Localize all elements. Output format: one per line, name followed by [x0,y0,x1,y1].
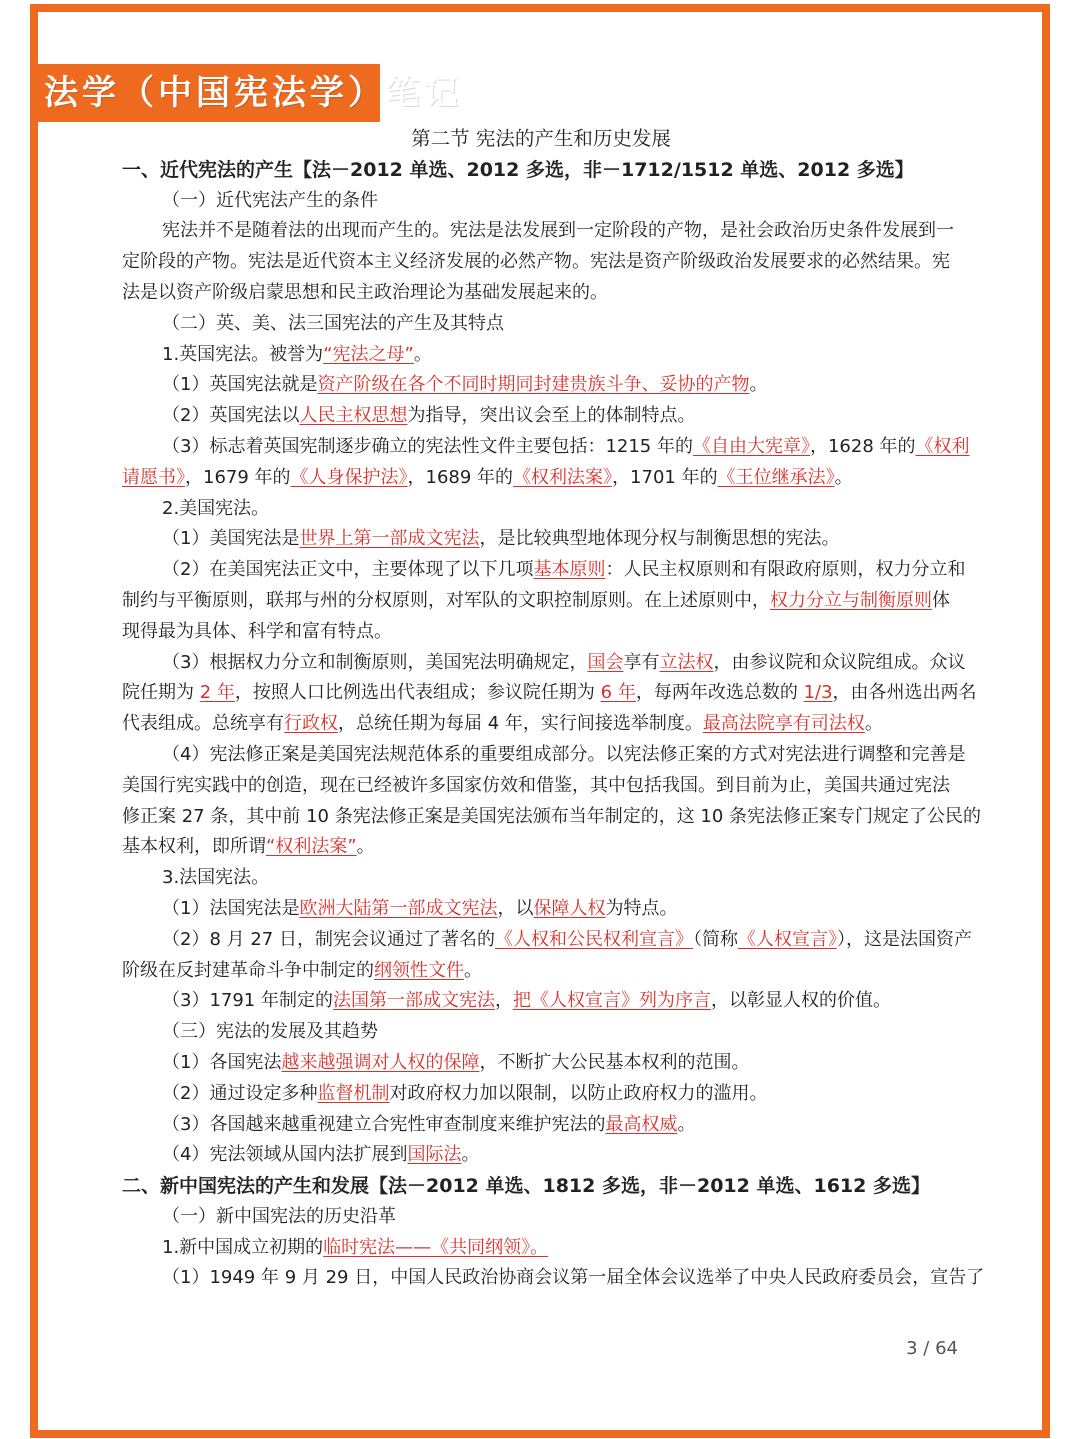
text-line [122,1263,985,1294]
highlight-text: 《王位继承法》 [717,466,835,488]
highlight-text: 欧洲大陆第一部成文宪法 [299,897,498,919]
text-segment: （1）英国宪法就是 [162,374,318,396]
text-line [122,1140,960,1171]
text-segment: 享有 [623,651,660,673]
text-segment: 为特点。 [605,897,678,919]
text-line [122,1048,960,1079]
highlight-text: “权利法案” [266,836,357,858]
highlight-text: 《权利法案》 [513,466,613,488]
text-segment: 。 [464,959,482,981]
text-segment: ， [494,990,513,1012]
text-line [122,524,960,555]
text-segment: （4）宪法领域从国内法扩展到 [162,1144,408,1166]
text-segment: （1）1949 年 9 月 29 日，中国人民政治协商会议第一届全体会议选举了中央人民政府委员会，宣告了 [162,1267,985,1289]
highlight-text: 请愿书》 [122,466,185,488]
text-line [122,771,960,802]
text-segment: 。 [356,836,375,858]
text-line [122,986,960,1017]
text-segment: 二、新中国宪法的产生和发展【法－2012 单选、1812 多选，非－2012 单选、1612 多选】 [122,1175,930,1198]
section-title: 第二节 宪法的产生和历史发展 [411,127,671,150]
highlight-text: 《自由大宪章》 [692,435,810,457]
highlight-text: 6 年 [600,682,636,704]
text-segment: 定阶段的产物。宪法是近代资本主义经济发展的必然产物。宪法是资产阶级政治发展要求的必然结果。宪 [122,251,950,273]
highlight-text: 《权利 [915,435,970,457]
text-segment: 1.新中国成立初期的 [162,1236,324,1258]
text-line [122,925,972,956]
text-segment: 。 [864,713,883,735]
highlight-text: 世界上第一部成文宪法 [299,528,480,550]
text-segment: ，是比较典型地体现分权与制衡思想的宪法。 [479,528,840,550]
banner-title: 法学（中国宪法学）笔记 [38,64,380,122]
text-line [122,1233,960,1264]
highlight-text: 越来越强调对人权的保障 [281,1051,480,1073]
text-segment: 。 [461,1144,480,1166]
text-segment: （1）美国宪法是 [162,528,300,550]
highlight-text: 法国第一部成文宪法 [332,990,495,1012]
text-segment: ，按照人口比例选出代表组成；参议院任期为 [234,682,601,704]
text-segment: 美国行宪实践中的创造，现在已经被许多国家仿效和借鉴，其中包括我国。到目前为止，美国共通过宪法 [122,774,950,796]
text-segment: ，1679 年的 [185,466,291,488]
text-segment: （4）宪法修正案是美国宪法规范体系的重要组成部分。以宪法修正案的方式对宪法进行调整和完善是 [162,743,966,765]
text-segment: 3.法国宪法。 [162,867,270,889]
highlight-text: 最高法院享有司法权 [702,713,865,735]
text-line [122,586,960,617]
text-segment: （3）标志着英国宪制逐步确立的宪法性文件主要包括：1215 年的 [162,435,693,457]
highlight-text: 纲领性文件 [374,959,464,981]
page-number: 3 / 64 [906,1338,958,1359]
section-heading [122,1171,960,1202]
text-segment: 。 [677,1113,696,1135]
text-segment: （简称 [692,928,738,950]
text-segment: 2.美国宪法。 [162,497,270,519]
text-segment: ，每两年改选总数的 [635,682,804,704]
text-segment: ，以 [497,897,534,919]
text-segment: ：人民主权原则和有限政府原则，权力分立和 [605,559,966,581]
text-segment: ，以彰显人权的价值。 [710,990,891,1012]
text-segment: 阶级在反封建革命斗争中制定的 [122,959,374,981]
text-segment: ，由各州选出两名 [832,682,977,704]
text-segment: （1）各国宪法 [162,1051,282,1073]
text-line [122,894,960,925]
text-line [122,494,960,525]
highlight-text: 《人权和公民权利宣言》 [494,928,693,950]
text-segment: （2）通过设定多种 [162,1082,318,1104]
highlight-text: 国际法 [407,1144,462,1166]
text-segment: 。 [749,374,768,396]
text-segment: ，1689 年的 [407,466,514,488]
text-segment: 院任期为 [122,682,200,704]
highlight-text: 资产阶级在各个不同时期同封建贵族斗争、妥协的产物 [317,374,750,396]
text-segment: 代表组成。总统享有 [122,713,284,735]
text-line [122,370,960,401]
text-segment: 现得最为具体、科学和富有特点。 [122,620,392,642]
text-line [122,709,960,740]
text-segment: 基本权利，即所谓 [122,836,266,858]
text-segment: （二）英、美、法三国宪法的产生及其特点 [162,312,504,334]
text-line [122,956,960,987]
text-line [122,648,966,679]
text-line [122,555,966,586]
text-segment: 修正案 27 条，其中前 10 条宪法修正案是美国宪法颁布当年制定的，这 10 条宪法修正案专门规定了公民的 [122,805,982,827]
highlight-text: 把《人权宣言》列为序言 [512,990,711,1012]
highlight-text: 立法权 [659,651,714,673]
text-line [122,247,960,278]
text-segment: （3）1791 年制定的 [162,990,333,1012]
highlight-text: 2 年 [199,682,235,704]
text-segment: 一、近代宪法的产生【法－2012 单选、2012 多选，非－1712/1512 单选、2012 多选】 [122,158,914,181]
highlight-text: 保障人权 [533,897,606,919]
text-segment: （2）8 月 27 日，制宪会议通过了著名的 [162,928,495,950]
text-line [122,678,977,709]
text-line [122,1110,960,1141]
text-segment: 制约与平衡原则，联邦与州的分权原则，对军队的文职控制原则。在上述原则中， [122,589,770,611]
highlight-text: 人民主权思想 [299,405,408,427]
text-segment: ，1701 年的 [612,466,718,488]
text-line [122,216,960,247]
text-line [122,432,970,463]
text-line [122,309,960,340]
text-segment: （3）各国越来越重视建立合宪性审查制度来维护宪法的 [162,1113,606,1135]
text-line [122,863,960,894]
highlight-text: “宪法之母” [323,343,414,365]
text-segment: 宪法并不是随着法的出现而产生的。宪法是法发展到一定阶段的产物，是社会政治历史条件发展到一 [162,220,954,242]
highlight-text: 监督机制 [317,1082,390,1104]
paragraph-lines [122,155,985,1294]
text-segment: 1.英国宪法。被誉为 [162,343,324,365]
text-segment: ，不断扩大公民基本权利的范围。 [479,1051,750,1073]
highlight-text: 临时宪法——《共同纲领》。 [323,1236,549,1258]
text-line [122,186,960,217]
text-segment: （三）宪法的发展及其趋势 [162,1021,378,1043]
text-segment: （1）法国宪法是 [162,897,300,919]
text-segment: ，总统任期为每届 4 年，实行间接选举制度。 [338,713,703,735]
text-segment: （3）根据权力分立和制衡原则，美国宪法明确规定， [162,651,588,673]
highlight-text: 最高权威 [605,1113,678,1135]
text-line [122,1017,960,1048]
highlight-text: 国会 [587,651,624,673]
section-heading [122,155,960,186]
text-line [122,463,960,494]
text-segment: （一）近代宪法产生的条件 [162,189,378,211]
highlight-text: 《人权宣言》 [737,928,837,950]
text-line [122,1079,960,1110]
text-segment: （2）英国宪法以 [162,405,300,427]
highlight-text: 权力分立与制衡原则 [770,589,932,611]
highlight-text: 基本原则 [533,559,606,581]
highlight-text: 行政权 [284,713,338,735]
text-segment: ，1628 年的 [809,435,916,457]
text-segment: 法是以资产阶级启蒙思想和民主政治理论为基础发展起来的。 [122,281,608,303]
text-segment: 。 [413,343,432,365]
text-line [122,401,960,432]
text-segment: （一）新中国宪法的历史沿革 [162,1205,396,1227]
text-line [122,340,960,371]
text-line [122,740,966,771]
text-segment: 对政府权力加以限制，以防止政府权力的滥用。 [389,1082,768,1104]
highlight-text: 1/3 [803,682,833,704]
text-line [122,617,960,648]
text-segment: （2）在美国宪法正文中，主要体现了以下几项 [162,559,534,581]
text-line [122,832,960,863]
text-segment: 体 [932,589,950,611]
document-body [122,124,985,1294]
highlight-text: 《人身保护法》 [290,466,408,488]
text-line [122,802,982,833]
text-segment: 为指导，突出议会至上的体制特点。 [407,405,696,427]
text-segment: 。 [834,466,853,488]
text-line [122,278,960,309]
text-line [122,1202,960,1233]
text-segment: ，由参议院和众议院组成。众议 [713,651,966,673]
text-segment: ），这是法国资产 [836,928,972,950]
